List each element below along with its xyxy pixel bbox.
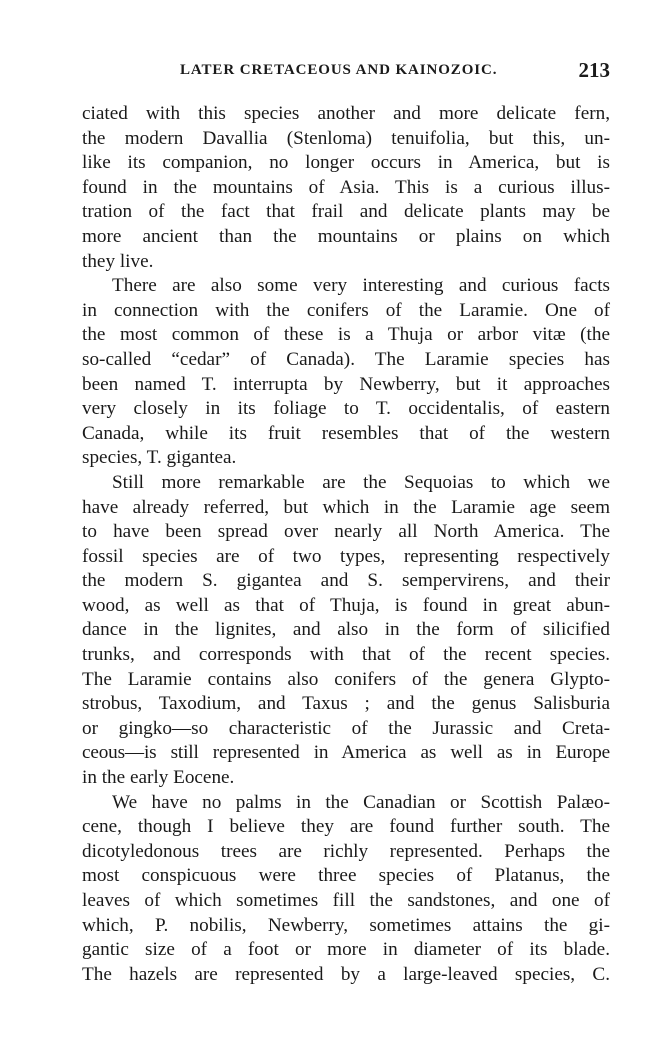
text-line: in connection with the conifers of the Laramie. One of xyxy=(82,299,610,321)
text-line: leaves of which sometimes fill the sandstones, and one of xyxy=(82,890,610,911)
text-line: been named T. interrupta by Newberry, but it approaches xyxy=(82,373,610,395)
text-line: dance in the lignites, and also in the form of silicified xyxy=(82,619,610,641)
text-line: the most common of these is a Thuja or arbor vitæ (the xyxy=(82,324,610,346)
text-line: gantic size of a foot or more in diameter of its blade. xyxy=(82,939,610,961)
paragraph-start-line: There are also some very interesting and curious facts xyxy=(112,275,610,297)
text-line: like its companion, no longer occurs in America, but is xyxy=(82,152,610,174)
text-line: the modern S. gigantea and S. sempervirens, and their xyxy=(82,570,610,592)
text-line: more ancient than the mountains or plains on which xyxy=(82,225,610,247)
text-line: strobus, Taxodium, and Taxus ; and the genus Salisburia xyxy=(82,693,610,715)
text-line: ceous—is still represented in America as well as in Europe xyxy=(82,742,610,764)
text-line: dicotyledonous trees are richly represented. Perhaps the xyxy=(82,840,610,862)
text-line: Canada, while its fruit resembles that of the western xyxy=(82,422,610,444)
text-line: to have been spread over nearly all North America. The xyxy=(82,521,610,543)
page-number: 213 xyxy=(578,58,610,82)
text-line: have already referred, but which in the Laramie age seem xyxy=(82,496,610,518)
text-line: in the early Eocene. xyxy=(82,767,235,789)
text-line: they live. xyxy=(82,250,154,272)
page-header xyxy=(82,58,610,88)
text-line: most conspicuous were three species of Platanus, the xyxy=(82,865,610,887)
text-line: The Laramie contains also conifers of the genera Glypto- xyxy=(82,668,610,690)
body-text xyxy=(82,102,610,987)
text-line: found in the mountains of Asia. This is a curious illus- xyxy=(82,176,610,198)
text-line: fossil species are of two types, representing respectively xyxy=(82,545,610,567)
text-line: or gingko—so characteristic of the Jurassic and Creta- xyxy=(82,717,610,739)
paragraph-start-line: Still more remarkable are the Sequoias to which we xyxy=(112,471,610,493)
text-line: tration of the fact that frail and delicate plants may be xyxy=(82,201,610,223)
text-line: cene, though I believe they are found further south. The xyxy=(82,816,610,838)
text-line: species, T. gigantea. xyxy=(82,447,237,469)
text-line: The hazels are represented by a large-leaved species, C. xyxy=(82,963,610,985)
text-line: the modern Davallia (Stenloma) tenuifolia, but this, un- xyxy=(82,127,610,149)
text-line: very closely in its foliage to T. occidentalis, of eastern xyxy=(82,398,610,420)
paragraph-start-line: We have no palms in the Canadian or Scottish Palæo- xyxy=(112,791,610,813)
text-line: so-called “cedar” of Canada). The Laramie species has xyxy=(82,348,610,370)
text-line: wood, as well as that of Thuja, is found in great abun- xyxy=(82,594,610,616)
text-line: ciated with this species another and more delicate fern, xyxy=(82,103,610,124)
text-line: which, P. nobilis, Newberry, sometimes attains the gi- xyxy=(82,914,610,936)
text-line: trunks, and corresponds with that of the recent species. xyxy=(82,644,610,666)
running-head: LATER CRETACEOUS AND KAINOZOIC. xyxy=(180,62,498,78)
